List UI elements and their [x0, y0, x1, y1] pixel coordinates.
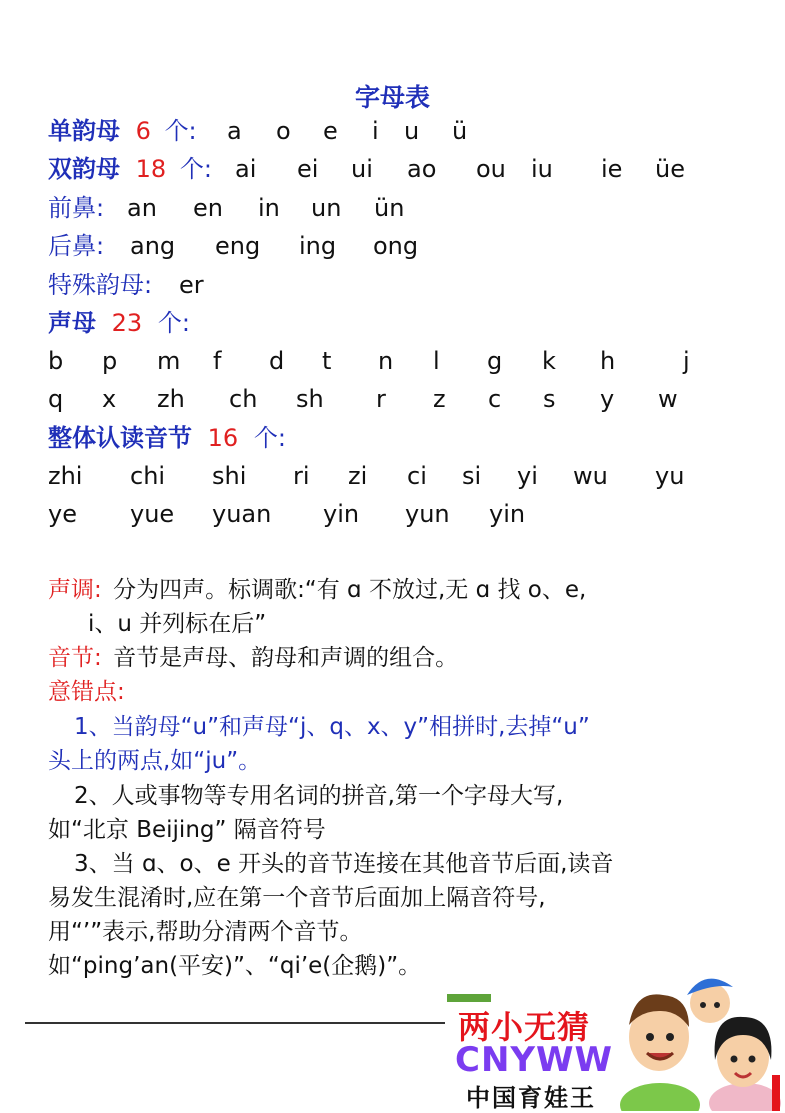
whole-syllable-item: si	[462, 462, 482, 490]
initial-item: w	[658, 385, 678, 413]
note3-line2: 易发生混淆时,应在第一个音节后面加上隔音符号,	[48, 885, 546, 911]
whole-syllables-row2	[0, 497, 785, 531]
single-finals-items	[0, 114, 785, 148]
syllable-text: 音节是声母、韵母和声调的组合。	[113, 645, 459, 671]
whole-syllables-count: 16	[207, 424, 239, 452]
page-title: 字母表	[354, 83, 430, 112]
single-finals-unit: 个:	[164, 117, 197, 145]
initial-item: sh	[296, 385, 324, 413]
tone-text-line2: i、u 并列标在后”	[88, 611, 267, 637]
compound-final-item: iu	[531, 155, 553, 183]
whole-syllable-item: zhi	[48, 462, 83, 490]
single-final-item: u	[404, 117, 420, 145]
initial-item: y	[600, 385, 615, 413]
whole-syllable-item: yu	[655, 462, 685, 490]
tone-label: 声调:	[48, 577, 102, 603]
initial-item: d	[269, 347, 285, 375]
initial-item: c	[488, 385, 502, 413]
initials-letters-row2	[0, 382, 785, 416]
syllable-row	[48, 642, 458, 676]
side-accent-bar	[772, 1075, 780, 1111]
initial-item: g	[487, 347, 503, 375]
initial-item: s	[543, 385, 556, 413]
watermark-brand-slogan: 中国育娃王	[466, 1084, 596, 1112]
back-nasal-item: ong	[373, 232, 419, 260]
single-finals-label: 单韵母	[48, 117, 120, 145]
initial-item: p	[102, 347, 118, 375]
note1-line2: 头上的两点,如“ju”。	[48, 748, 262, 774]
initials-count: 23	[111, 309, 143, 337]
initial-item: ch	[229, 385, 258, 413]
initial-item: r	[376, 385, 386, 413]
whole-syllable-item: ri	[293, 462, 310, 490]
initials-row	[48, 306, 190, 340]
compound-final-item: üe	[655, 155, 685, 183]
compound-final-item: ao	[407, 155, 437, 183]
single-final-item: e	[323, 117, 338, 145]
compound-final-item: ei	[297, 155, 319, 183]
whole-syllable-item: wu	[573, 462, 608, 490]
note1-line1: 1、当韵母“u”和声母“j、q、x、y”相拼时,去掉“u”	[74, 714, 590, 740]
compound-finals-count: 18	[135, 155, 167, 183]
note3-line3: 用“’”表示,帮助分清两个音节。	[48, 919, 363, 945]
whole-syllable-item: yin	[323, 500, 360, 528]
compound-final-item: ui	[351, 155, 373, 183]
compound-finals-items	[0, 152, 785, 186]
front-nasal-item: an	[127, 194, 157, 222]
note3-line1: 3、当 ɑ、o、e 开头的音节连接在其他音节后面,读音	[74, 851, 614, 877]
note2-line2: 如“北京 Beijing” 隔音符号	[48, 817, 326, 843]
tone-row	[48, 574, 586, 608]
back-nasal-item: ang	[130, 232, 176, 260]
initials-unit: 个:	[157, 309, 190, 337]
initial-item: b	[48, 347, 64, 375]
back-nasal-label: 后鼻:	[48, 232, 105, 260]
initial-item: f	[213, 347, 222, 375]
whole-syllable-item: ye	[48, 500, 77, 528]
single-final-item: i	[372, 117, 379, 145]
whole-syllable-item: yue	[130, 500, 175, 528]
front-nasal-item: un	[311, 194, 342, 222]
compound-finals-unit: 个:	[179, 155, 212, 183]
whole-syllable-item: yi	[517, 462, 538, 490]
initial-item: n	[378, 347, 394, 375]
whole-syllables-unit: 个:	[253, 424, 286, 452]
initial-item: zh	[157, 385, 185, 413]
whole-syllable-item: yuan	[212, 500, 272, 528]
watermark-brand-name: 两小无猜	[458, 1008, 591, 1046]
back-nasal-item: ing	[299, 232, 337, 260]
special-final-items	[0, 268, 785, 302]
single-final-item: a	[227, 117, 242, 145]
front-nasal-label: 前鼻:	[48, 194, 105, 222]
whole-syllable-item: zi	[348, 462, 368, 490]
front-nasal-item: en	[193, 194, 223, 222]
initial-item: k	[542, 347, 556, 375]
initial-item: l	[433, 347, 440, 375]
initial-item: x	[102, 385, 117, 413]
initial-item: t	[322, 347, 332, 375]
compound-final-item: ai	[235, 155, 257, 183]
brand-accent-bar	[447, 994, 491, 1002]
compound-final-item: ou	[476, 155, 506, 183]
back-nasal-item: eng	[215, 232, 261, 260]
initial-item: m	[157, 347, 181, 375]
whole-syllable-item: chi	[130, 462, 166, 490]
watermark-brand-code: CNYWW	[455, 1040, 614, 1080]
whole-syllables-row	[48, 421, 286, 455]
back-nasal-items	[0, 229, 785, 263]
cartoon-children-illustration	[615, 965, 785, 1111]
tone-text-line1: 分为四声。标调歌:“有 ɑ 不放过,无 ɑ 找 o、e,	[113, 577, 587, 603]
initial-item: q	[48, 385, 64, 413]
whole-syllables-row1	[0, 459, 785, 493]
whole-syllable-item: yin	[489, 500, 526, 528]
front-nasal-item: ün	[374, 194, 405, 222]
whole-syllables-label: 整体认读音节	[48, 424, 192, 452]
initial-item: h	[600, 347, 616, 375]
single-finals-count: 6	[135, 117, 151, 145]
whole-syllable-item: yun	[405, 500, 450, 528]
front-nasal-items	[0, 191, 785, 225]
notes-label: 意错点:	[48, 679, 125, 705]
special-final-label: 特殊韵母:	[48, 271, 153, 299]
initials-label: 声母	[48, 309, 96, 337]
compound-final-item: ie	[601, 155, 623, 183]
whole-syllable-item: shi	[212, 462, 247, 490]
note3-line4: 如“ping’an(平安)”、“qi’e(企鹅)”。	[48, 953, 422, 979]
initial-item: z	[433, 385, 446, 413]
footer-divider	[25, 1022, 445, 1024]
initial-item: j	[683, 347, 690, 375]
compound-finals-label: 双韵母	[48, 155, 120, 183]
special-final-item: er	[179, 271, 204, 299]
note2-line1: 2、人或事物等专用名词的拼音,第一个字母大写,	[74, 783, 564, 809]
single-final-item: o	[276, 117, 291, 145]
syllable-label: 音节:	[48, 645, 102, 671]
single-final-item: ü	[452, 117, 468, 145]
whole-syllable-item: ci	[407, 462, 427, 490]
initials-letters-row1	[0, 344, 785, 378]
front-nasal-item: in	[258, 194, 280, 222]
